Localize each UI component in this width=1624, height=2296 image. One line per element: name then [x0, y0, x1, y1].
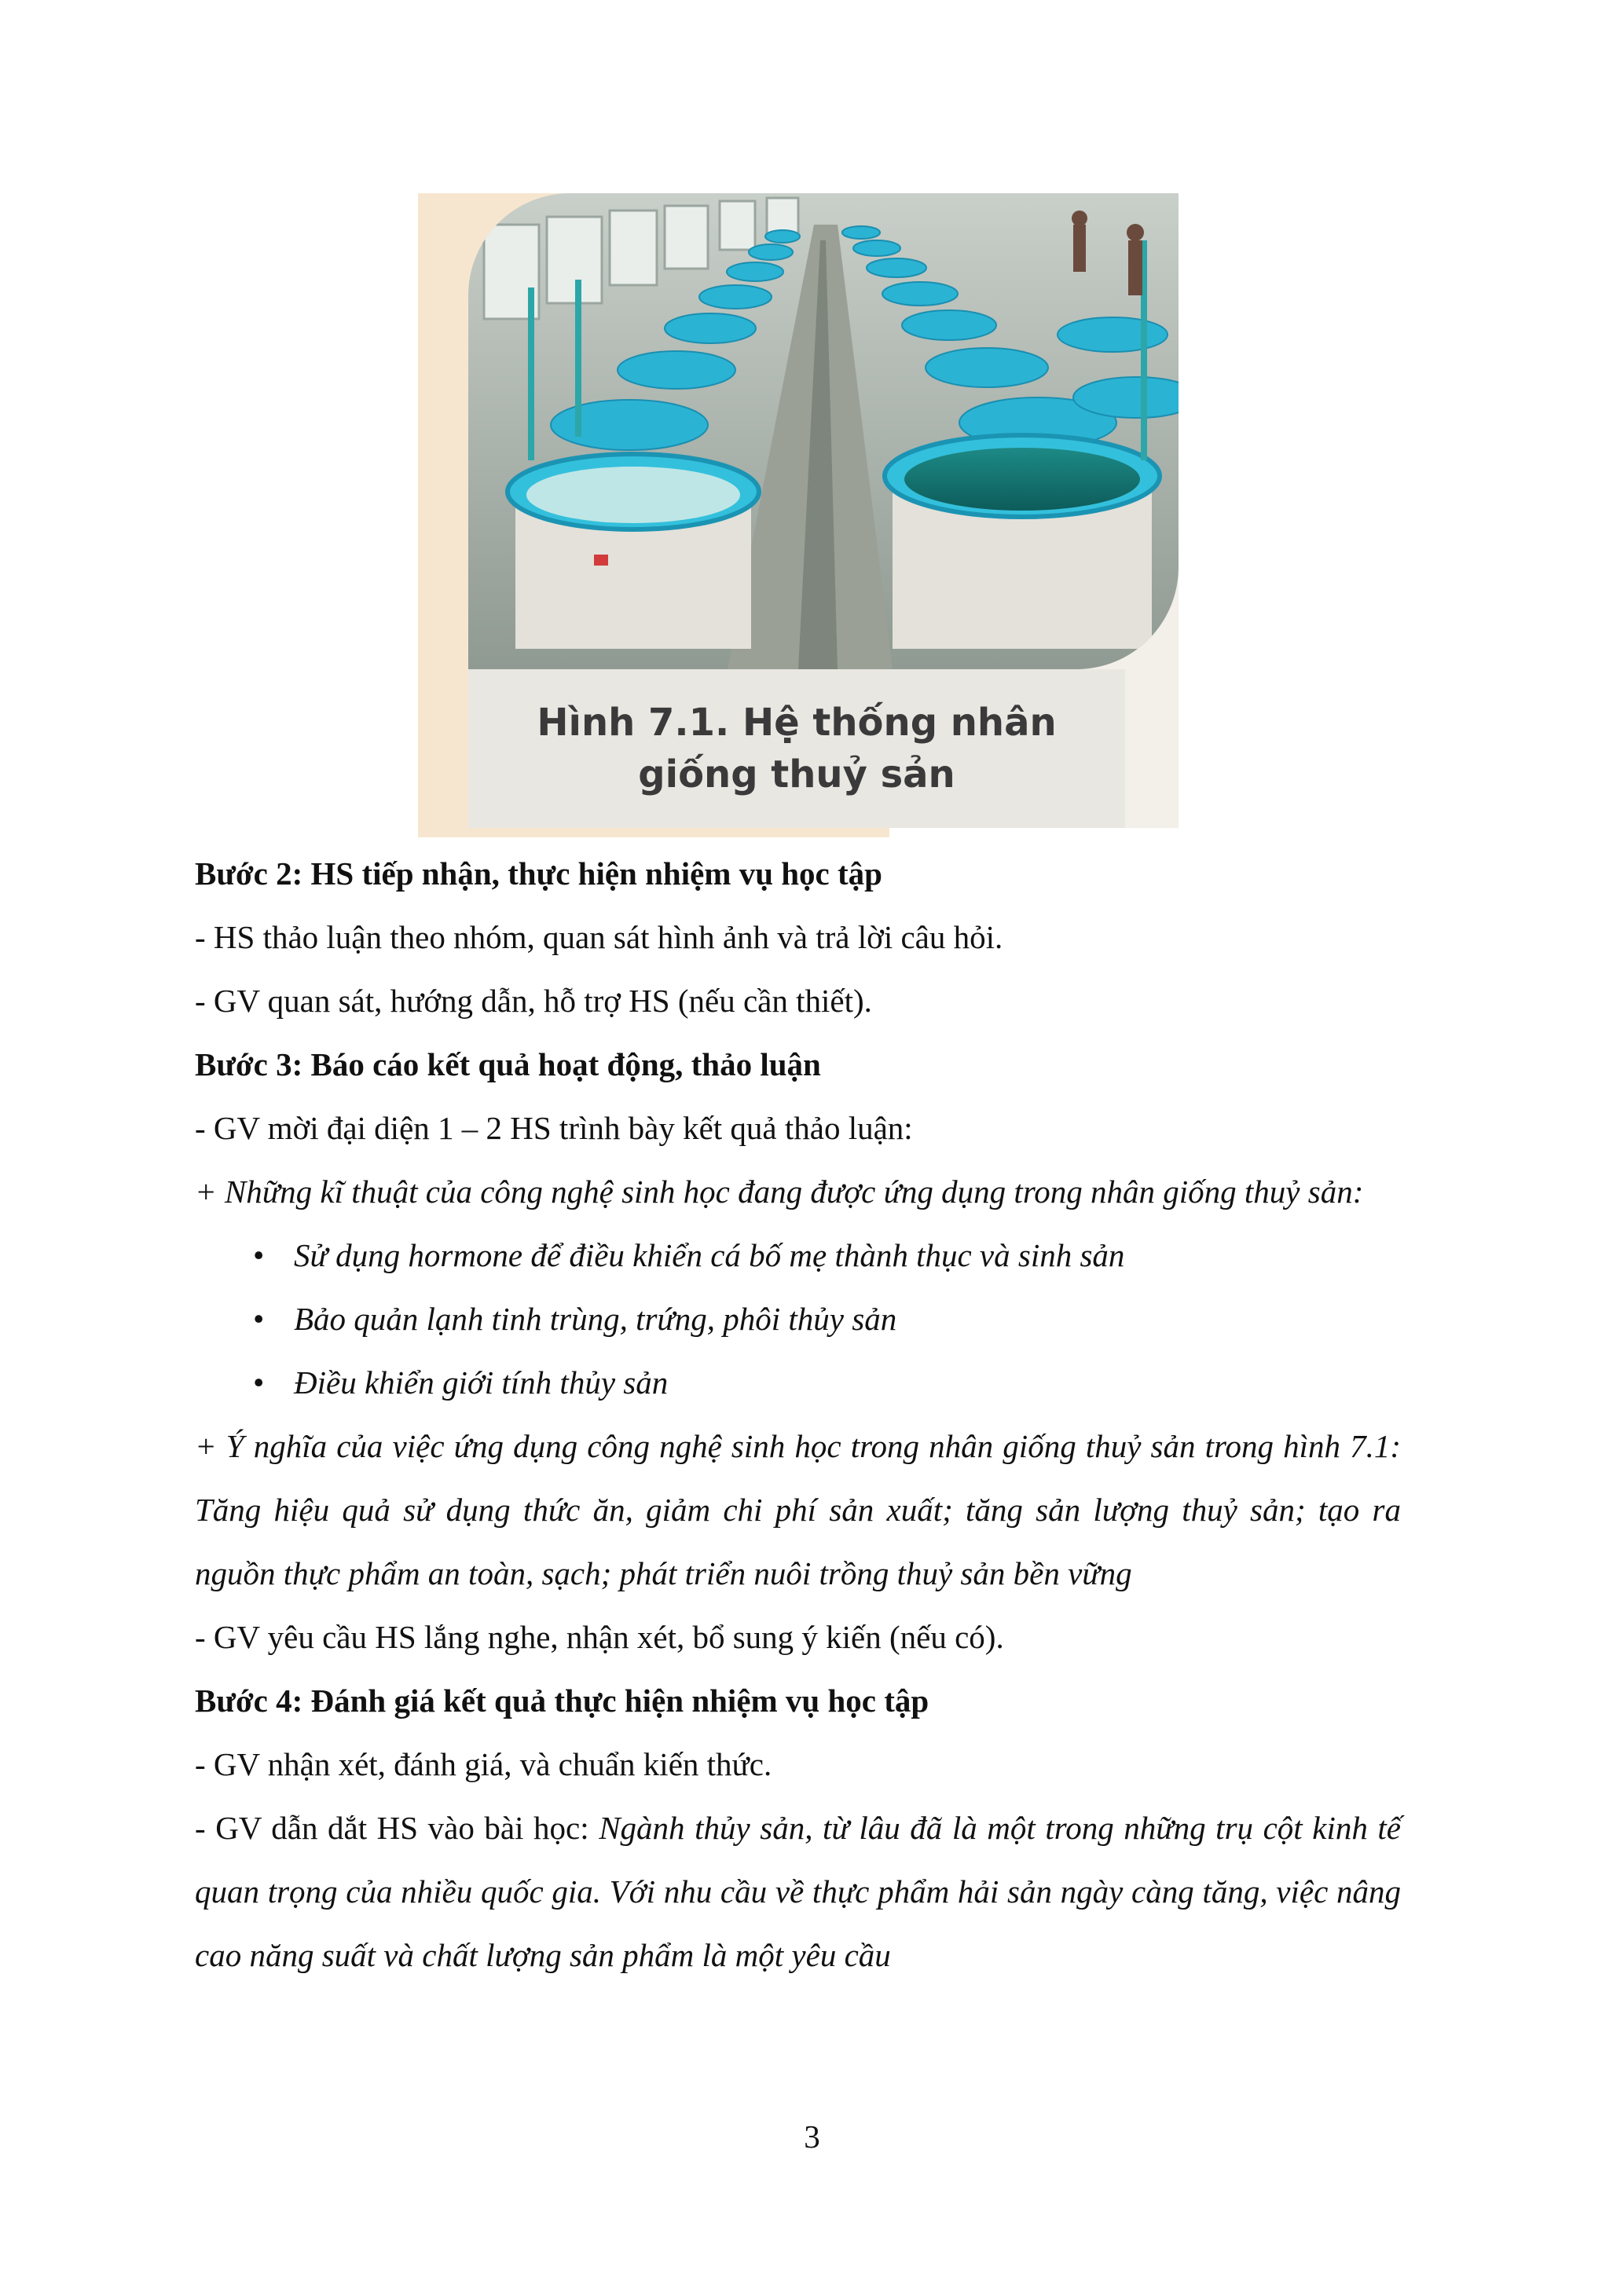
- bullet-icon: •: [253, 1364, 265, 1401]
- page-number: 3: [804, 2118, 820, 2155]
- techniques-intro: + Những kĩ thuật của công nghệ sinh học đang được ứng dụng trong nhân giống thuỷ sản:: [195, 1174, 1364, 1210]
- lead-prefix: - GV dẫn dắt HS vào bài học:: [195, 1810, 599, 1846]
- lead-italic: Ngành thủy sản, từ lâu đã là một trong những trụ cột kinh tế quan trọng của nhiều quốc gia. Với nhu cầu về thực phẩm hải sản ngày càng tăng, việc nâng cao năng suất và chất lượng sản phẩm là một yêu cầu: [195, 1810, 1401, 1973]
- figure: [418, 193, 1179, 828]
- list-item: • Sử dụng hormone để điều khiển cá bố mẹ thành thục và sinh sản: [248, 1224, 1401, 1287]
- step2-line-1: - HS thảo luận theo nhóm, quan sát hình ảnh và trả lời câu hỏi.: [195, 919, 1003, 955]
- bullet-icon: •: [253, 1301, 265, 1337]
- techniques-list: [195, 1224, 1401, 1415]
- step3-closing: - GV yêu cầu HS lắng nghe, nhận xét, bổ sung ý kiến (nếu có).: [195, 1619, 1004, 1655]
- lead-paragraph: [195, 1796, 1401, 1987]
- step3-intro: - GV mời đại diện 1 – 2 HS trình bày kết quả thảo luận:: [195, 1110, 913, 1146]
- list-item: • Điều khiển giới tính thủy sản: [248, 1351, 1401, 1415]
- bullet-icon: •: [253, 1237, 265, 1273]
- meaning-paragraph: + Ý nghĩa của việc ứng dụng công nghệ sinh học trong nhân giống thuỷ sản trong hình 7.1: Tăng hiệu quả sử dụng thức ăn, giảm chi phí sản xuất; tăng sản lượng thuỷ sản; tạo ra nguồn thực phẩm an toàn, sạch; phát triển nuôi trồng thuỷ sản bền vững: [195, 1428, 1401, 1591]
- document-body: [195, 842, 1401, 1987]
- step2-line-2: - GV quan sát, hướng dẫn, hỗ trợ HS (nếu cần thiết).: [195, 983, 872, 1019]
- step4-heading: Bước 4: Đánh giá kết quả thực hiện nhiệm vụ học tập: [195, 1683, 929, 1719]
- figure-caption: Hình 7.1. Hệ thống nhân giống thuỷ sản: [537, 701, 1057, 796]
- list-item: • Bảo quản lạnh tinh trùng, trứng, phôi thủy sản: [248, 1287, 1401, 1351]
- step3-heading: Bước 3: Báo cáo kết quả hoạt động, thảo luận: [195, 1046, 821, 1082]
- aquaculture-tanks-photo: [468, 193, 1179, 669]
- figure-caption-box: [468, 669, 1125, 828]
- step2-heading: Bước 2: HS tiếp nhận, thực hiện nhiệm vụ học tập: [195, 855, 882, 892]
- step4-line-1: - GV nhận xét, đánh giá, và chuẩn kiến thức.: [195, 1746, 772, 1782]
